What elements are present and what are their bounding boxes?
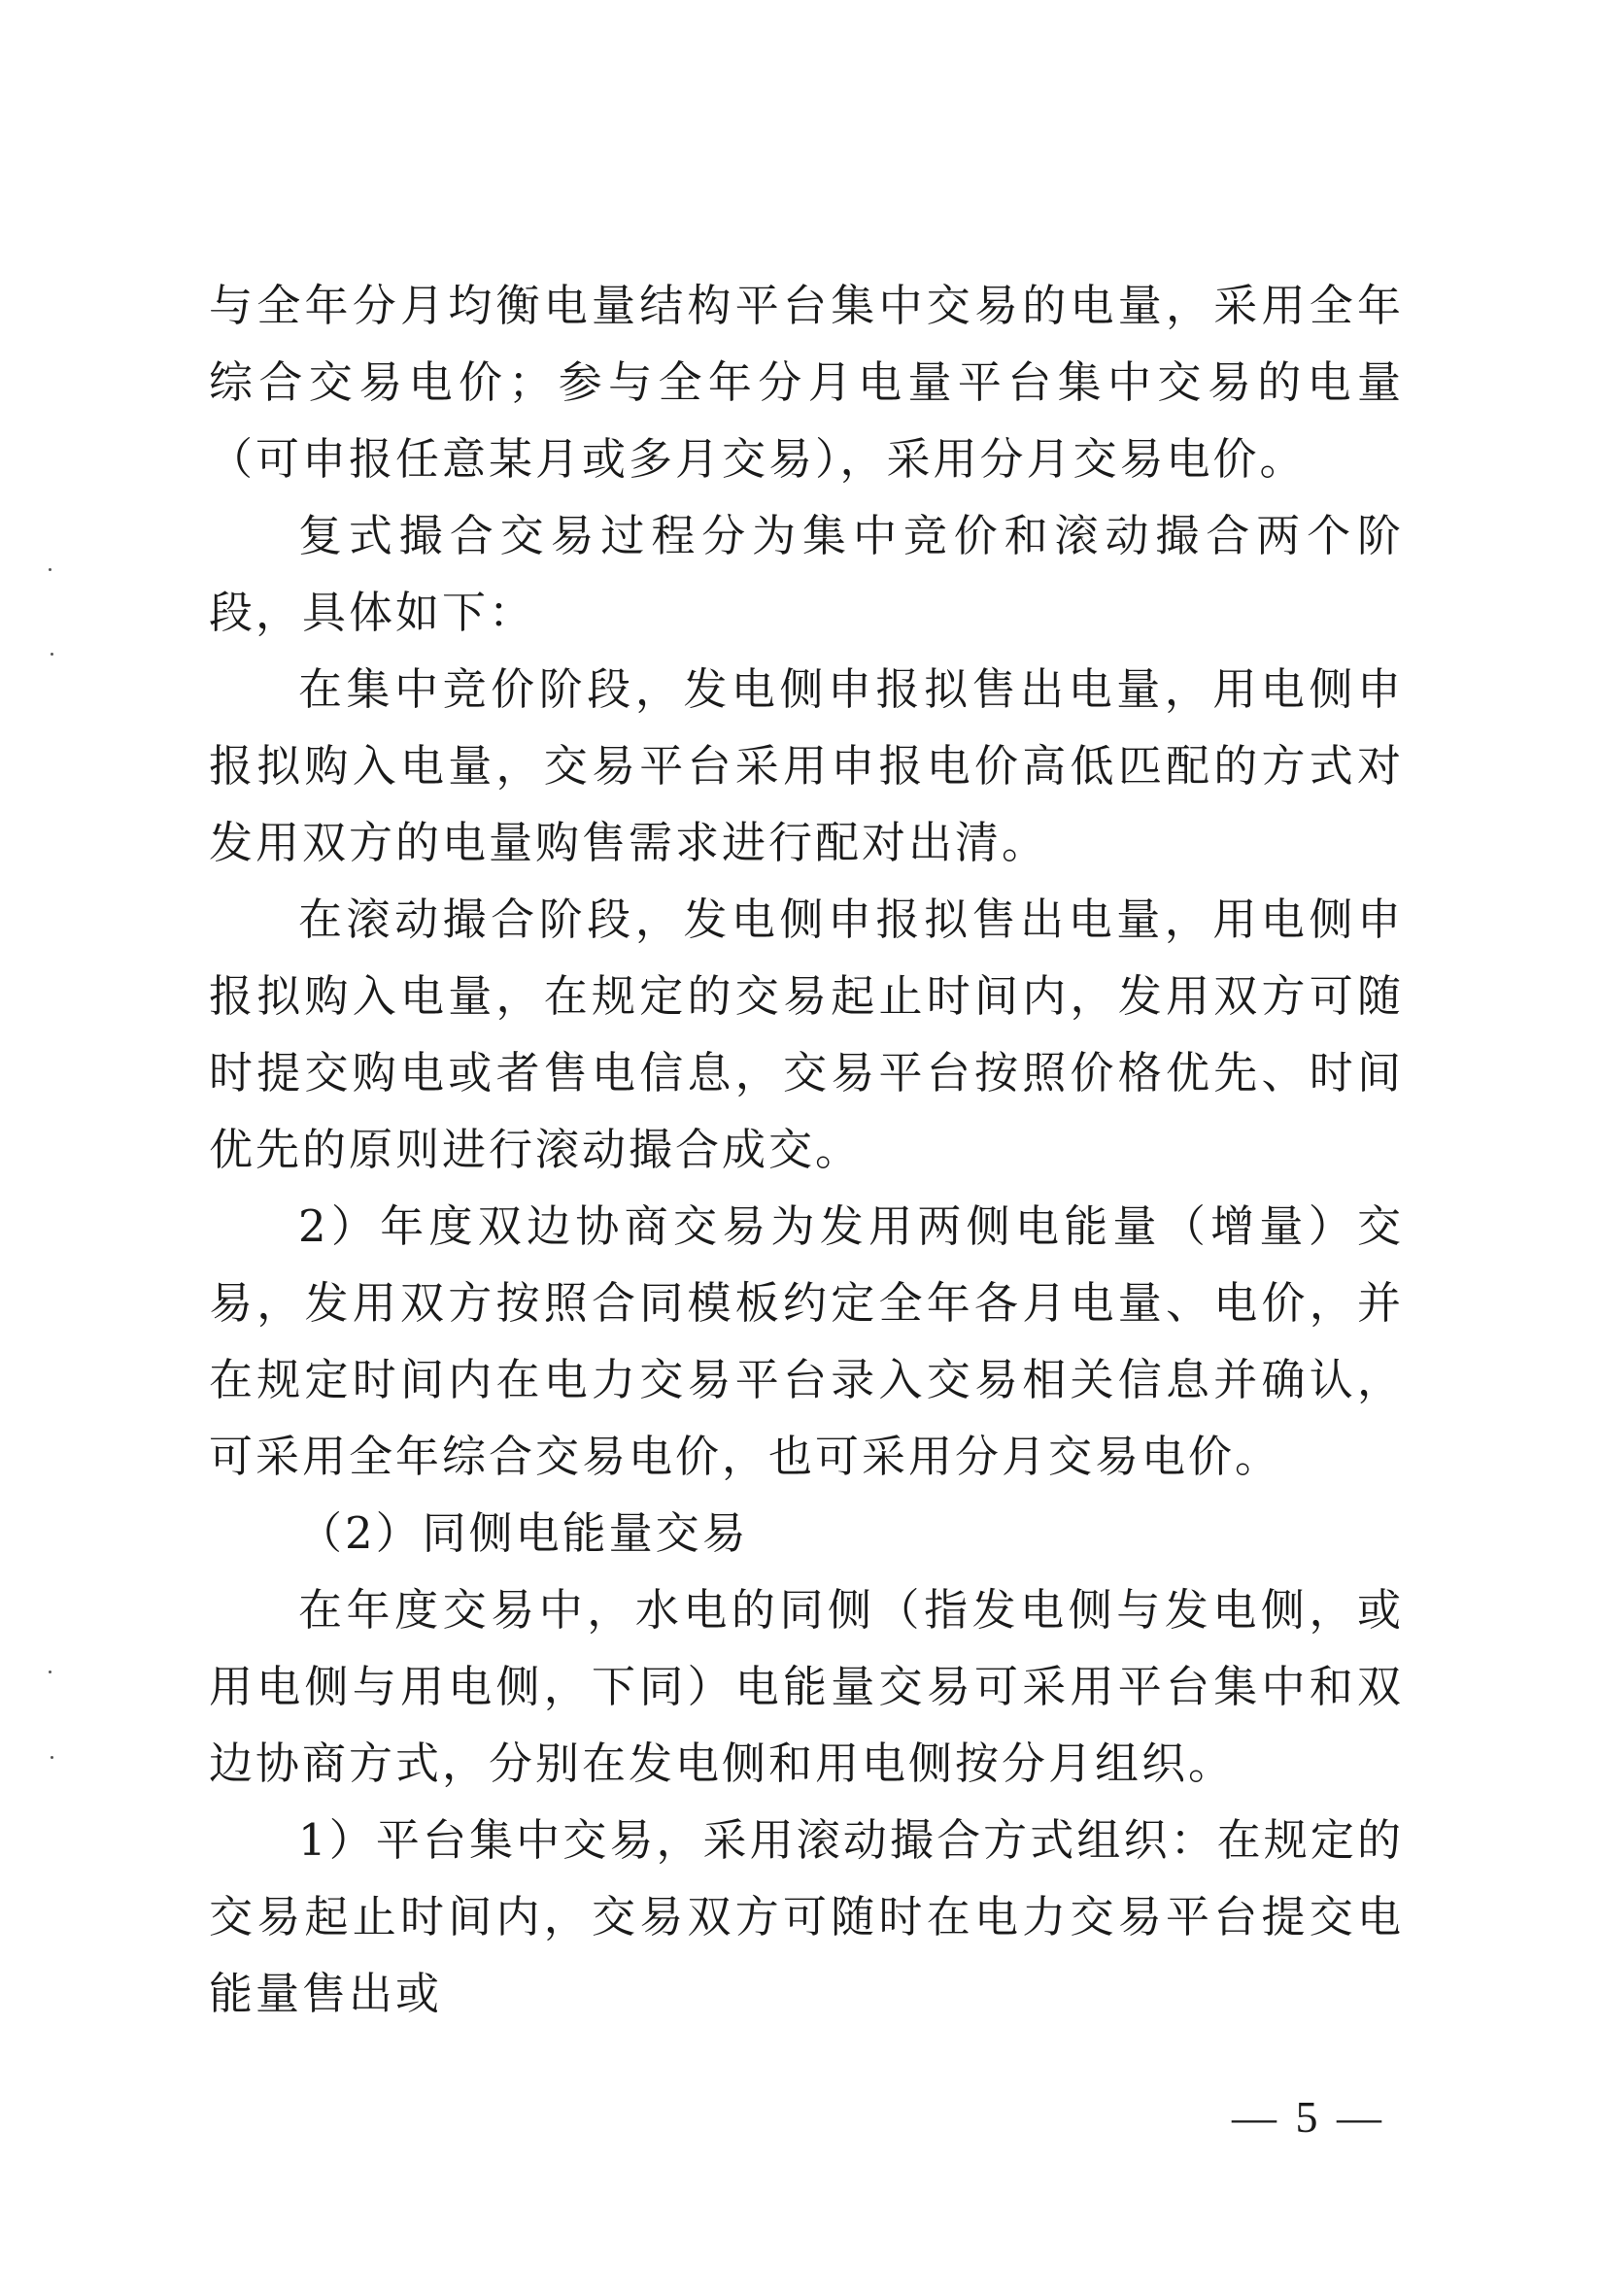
page-number: — 5 — [1232, 2092, 1385, 2142]
scan-speck [49, 568, 51, 571]
paragraph-platform-centralized: 1）平台集中交易，采用滚动撮合方式组织：在规定的交易起止时间内，交易双方可随时在电力交易平台提交电能量售出或 [209, 1814, 1404, 2019]
paragraph-double-auction-overview: 复式撮合交易过程分为集中竞价和滚动撮合两个阶段，具体如下： [209, 510, 1404, 638]
scan-speck [51, 1756, 53, 1759]
document-body [209, 267, 1404, 2032]
scan-speck [51, 653, 53, 656]
paragraph-rolling-matching: 在滚动撮合阶段，发电侧申报拟售出电量，用电侧申报拟购入电量，在规定的交易起止时间内，发用双方可随时提交购电或者售电信息，交易平台按照价格优先、时间优先的原则进行滚动撮合成交。 [209, 894, 1404, 1175]
paragraph-bilateral-negotiation: 2）年度双边协商交易为发用两侧电能量（增量）交易，发用双方按照合同模板约定全年各月电量、电价，并在规定时间内在电力交易平台录入交易相关信息并确认，可采用全年综合交易电价，也可采用分月交易电价。 [209, 1200, 1404, 1482]
paragraph-continuation: 与全年分月均衡电量结构平台集中交易的电量，采用全年综合交易电价；参与全年分月电量平台集中交易的电量（可申报任意某月或多月交易），采用分月交易电价。 [209, 280, 1404, 485]
paragraph-centralized-bidding: 在集中竞价阶段，发电侧申报拟售出电量，用电侧申报拟购入电量，交易平台采用申报电价高低匹配的方式对发用双方的电量购售需求进行配对出清。 [209, 663, 1404, 868]
scan-speck [49, 1671, 51, 1673]
section-heading-same-side: （2）同侧电能量交易 [298, 1507, 749, 1559]
paragraph-same-side-trading: 在年度交易中，水电的同侧（指发电侧与发电侧，或用电侧与用电侧，下同）电能量交易可采用平台集中和双边协商方式，分别在发电侧和用电侧按分月组织。 [209, 1584, 1404, 1789]
